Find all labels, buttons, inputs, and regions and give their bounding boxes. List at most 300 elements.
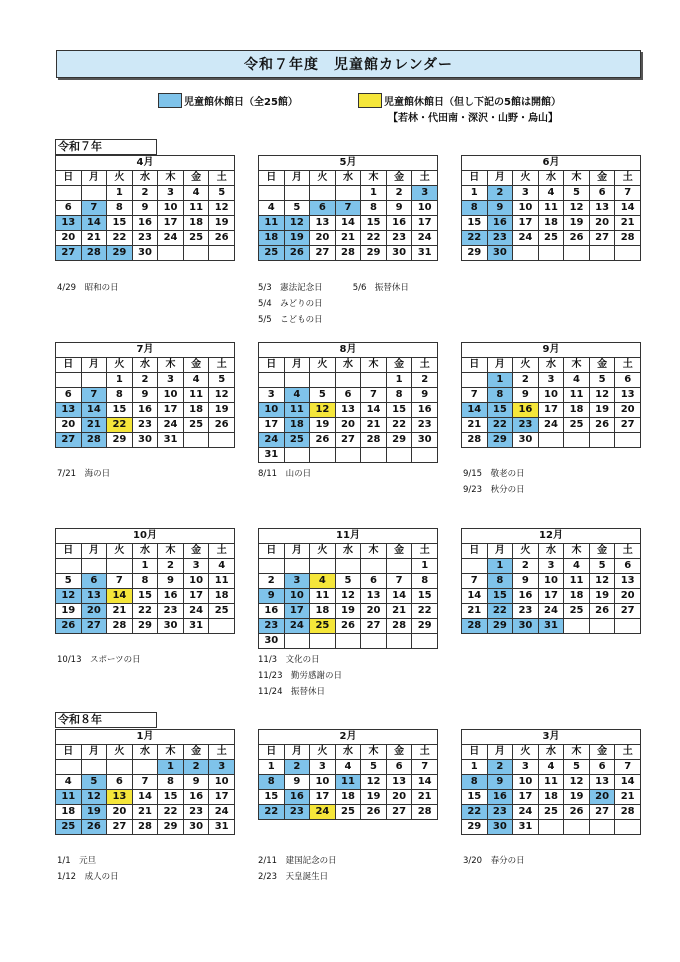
holiday-note: 9/23 秋分の日 [463,485,525,495]
day-cell: 26 [589,418,615,433]
weekday-header: 木 [564,544,590,559]
weekday-header: 月 [487,745,513,760]
day-cell: 8 [412,574,438,589]
day-cell: 3 [158,186,184,201]
day-cell [615,433,641,448]
weekday-header: 火 [107,358,133,373]
day-cell: 27 [81,619,107,634]
day-cell [183,433,209,448]
weekday-header: 月 [284,171,310,186]
day-cell [361,559,387,574]
legend-closed-partial [358,93,561,108]
day-cell: 5 [209,373,235,388]
day-cell: 4 [183,186,209,201]
day-cell: 4 [310,574,336,589]
day-cell: 21 [462,418,488,433]
week-row [462,559,641,574]
day-cell: 21 [412,790,438,805]
day-cell: 24 [513,805,539,820]
day-cell: 14 [386,589,412,604]
month-table [258,342,438,463]
day-cell: 3 [538,373,564,388]
week-row [56,216,235,231]
day-cell: 5 [361,760,387,775]
day-cell: 26 [81,820,107,835]
day-cell: 16 [513,403,539,418]
day-cell: 9 [132,388,158,403]
day-cell: 20 [56,231,82,246]
day-cell: 19 [564,790,590,805]
day-cell: 23 [487,805,513,820]
day-cell: 26 [564,231,590,246]
day-cell: 26 [589,604,615,619]
day-cell: 22 [158,805,184,820]
day-cell [56,373,82,388]
day-cell: 18 [335,790,361,805]
week-row [259,246,438,261]
day-cell: 14 [615,775,641,790]
week-row [56,559,235,574]
day-cell: 3 [513,186,539,201]
day-cell [412,634,438,649]
day-cell: 2 [487,186,513,201]
day-cell: 31 [538,619,564,634]
day-cell: 7 [412,760,438,775]
day-cell: 18 [564,589,590,604]
day-cell: 3 [538,559,564,574]
week-row [56,604,235,619]
month-name: 7月 [56,343,235,358]
week-row [259,589,438,604]
week-row [56,619,235,634]
month-name: 5月 [259,156,438,171]
week-row [56,790,235,805]
day-cell: 19 [209,216,235,231]
month-table [258,729,438,820]
day-cell: 2 [513,559,539,574]
week-row [259,418,438,433]
day-cell: 3 [259,388,285,403]
page-title: 令和７年度 児童館カレンダー [56,50,641,78]
week-row [56,418,235,433]
week-row [462,604,641,619]
day-cell: 16 [158,589,184,604]
day-cell: 30 [183,820,209,835]
weekday-header: 木 [158,544,184,559]
week-row [462,775,641,790]
day-cell: 23 [487,231,513,246]
weekday-header: 水 [538,171,564,186]
day-cell: 28 [462,619,488,634]
day-cell [107,559,133,574]
day-cell: 28 [107,619,133,634]
day-cell [335,448,361,463]
week-row [259,403,438,418]
day-cell: 25 [564,418,590,433]
day-cell [335,373,361,388]
month-table [55,528,235,634]
day-cell: 25 [335,805,361,820]
weekday-header: 火 [107,544,133,559]
month-name: 1月 [56,730,235,745]
day-cell: 15 [487,589,513,604]
day-cell: 23 [412,418,438,433]
day-cell: 26 [310,433,336,448]
day-cell: 19 [209,403,235,418]
day-cell: 6 [335,388,361,403]
day-cell: 7 [81,201,107,216]
day-cell [310,186,336,201]
week-row [56,805,235,820]
day-cell: 29 [386,433,412,448]
weekday-header: 火 [107,745,133,760]
weekday-header: 火 [513,358,539,373]
day-cell: 23 [386,231,412,246]
day-cell: 6 [56,388,82,403]
calendar-january [55,729,235,835]
day-cell: 3 [284,574,310,589]
day-cell [310,634,336,649]
day-cell: 21 [335,231,361,246]
holiday-notes-october [57,652,141,668]
day-cell: 5 [209,186,235,201]
day-cell: 10 [183,574,209,589]
day-cell: 25 [209,604,235,619]
day-cell: 1 [462,760,488,775]
weekday-header: 水 [538,358,564,373]
day-cell: 4 [259,201,285,216]
day-cell: 18 [56,805,82,820]
day-cell: 15 [158,790,184,805]
day-cell: 31 [259,448,285,463]
week-row [462,418,641,433]
day-cell: 13 [56,403,82,418]
day-cell: 10 [209,775,235,790]
day-cell: 5 [335,574,361,589]
weekday-header: 土 [412,358,438,373]
weekday-header: 木 [361,544,387,559]
month-table [461,528,641,634]
day-cell [538,820,564,835]
weekday-header: 木 [564,358,590,373]
day-cell: 17 [259,418,285,433]
weekday-header: 土 [615,544,641,559]
day-cell: 18 [259,231,285,246]
day-cell: 6 [589,186,615,201]
day-cell: 9 [183,775,209,790]
day-cell: 2 [284,760,310,775]
weekday-header: 日 [259,358,285,373]
weekday-header: 日 [56,544,82,559]
weekday-header: 金 [589,171,615,186]
day-cell [615,619,641,634]
day-cell: 10 [538,574,564,589]
day-cell [209,246,235,261]
day-cell: 27 [589,805,615,820]
week-row [259,805,438,820]
day-cell: 17 [183,589,209,604]
day-cell: 26 [284,246,310,261]
day-cell: 23 [513,418,539,433]
day-cell: 12 [81,790,107,805]
month-name: 4月 [56,156,235,171]
day-cell: 20 [56,418,82,433]
holiday-notes-november [258,652,342,700]
day-cell: 18 [284,418,310,433]
week-row [462,201,641,216]
weekday-header: 月 [81,358,107,373]
day-cell: 2 [259,574,285,589]
weekday-header: 火 [513,171,539,186]
weekday-header: 火 [513,544,539,559]
month-table [55,342,235,448]
day-cell: 17 [158,403,184,418]
day-cell [259,559,285,574]
weekday-header: 月 [284,358,310,373]
day-cell: 31 [513,820,539,835]
day-cell: 4 [56,775,82,790]
month-name: 2月 [259,730,438,745]
day-cell: 1 [462,186,488,201]
day-cell: 14 [132,790,158,805]
day-cell [158,246,184,261]
day-cell: 10 [158,201,184,216]
day-cell: 18 [183,403,209,418]
weekday-header: 月 [81,544,107,559]
weekday-header: 月 [487,171,513,186]
day-cell: 23 [132,231,158,246]
weekday-header: 火 [513,745,539,760]
weekday-header: 木 [361,358,387,373]
day-cell: 29 [158,820,184,835]
day-cell: 23 [513,604,539,619]
day-cell: 15 [386,403,412,418]
week-row [259,775,438,790]
day-cell: 27 [56,433,82,448]
day-cell: 16 [132,403,158,418]
day-cell [564,820,590,835]
day-cell: 24 [538,418,564,433]
day-cell: 20 [589,216,615,231]
week-row [259,760,438,775]
day-cell [564,619,590,634]
weekday-header: 土 [412,745,438,760]
day-cell: 25 [564,604,590,619]
day-cell: 5 [310,388,336,403]
day-cell: 1 [107,186,133,201]
day-cell: 4 [284,388,310,403]
calendar-december [461,528,641,634]
day-cell: 5 [284,201,310,216]
day-cell: 6 [107,775,133,790]
day-cell: 13 [310,216,336,231]
era-label-r7: 令和７年 [55,139,157,155]
day-cell: 7 [132,775,158,790]
day-cell [538,246,564,261]
week-row [259,433,438,448]
day-cell: 26 [335,619,361,634]
day-cell [386,448,412,463]
weekday-header: 日 [56,745,82,760]
day-cell: 16 [487,790,513,805]
calendar-august [258,342,438,463]
day-cell [564,433,590,448]
yellow-swatch [358,93,382,108]
day-cell: 13 [56,216,82,231]
day-cell: 16 [513,589,539,604]
blue-swatch [158,93,182,108]
day-cell: 4 [538,760,564,775]
day-cell: 23 [132,418,158,433]
day-cell: 2 [132,373,158,388]
day-cell: 9 [513,388,539,403]
calendar-june [461,155,641,261]
day-cell: 20 [335,418,361,433]
day-cell: 20 [615,589,641,604]
weekday-header: 日 [462,171,488,186]
holiday-note: 2/11 建国記念の日 [258,856,337,866]
week-row [462,388,641,403]
day-cell [284,634,310,649]
day-cell: 8 [158,775,184,790]
day-cell: 11 [564,574,590,589]
day-cell [564,246,590,261]
weekday-header: 木 [564,745,590,760]
weekday-header: 土 [615,171,641,186]
week-row [56,186,235,201]
day-cell: 9 [513,574,539,589]
day-cell: 30 [487,246,513,261]
week-row [462,574,641,589]
day-cell: 9 [132,201,158,216]
weekday-header: 水 [538,745,564,760]
day-cell: 4 [183,373,209,388]
holiday-note: 10/13 スポーツの日 [57,655,141,665]
day-cell: 20 [589,790,615,805]
day-cell: 27 [615,418,641,433]
day-cell: 12 [310,403,336,418]
holiday-note: 5/5 こどもの日 [258,315,323,325]
day-cell: 28 [132,820,158,835]
holiday-note: 9/15 敬老の日 [463,469,525,479]
day-cell [81,559,107,574]
month-table [461,342,641,448]
day-cell: 31 [183,619,209,634]
week-row [462,790,641,805]
day-cell: 1 [412,559,438,574]
weekday-header: 金 [589,358,615,373]
weekday-header: 土 [412,171,438,186]
day-cell: 19 [284,231,310,246]
day-cell: 28 [615,805,641,820]
day-cell: 5 [589,373,615,388]
day-cell: 2 [183,760,209,775]
month-name: 6月 [462,156,641,171]
day-cell: 28 [81,246,107,261]
day-cell [56,559,82,574]
holiday-note: 4/29 昭和の日 [57,283,119,293]
day-cell: 14 [462,403,488,418]
day-cell: 4 [335,760,361,775]
day-cell [132,760,158,775]
day-cell: 30 [513,619,539,634]
day-cell [589,820,615,835]
weekday-header: 土 [209,358,235,373]
week-row [259,186,438,201]
month-table [461,729,641,835]
day-cell: 13 [386,775,412,790]
calendar-may [258,155,438,261]
day-cell: 24 [284,619,310,634]
day-cell: 13 [107,790,133,805]
day-cell: 9 [487,775,513,790]
day-cell: 13 [615,574,641,589]
day-cell: 24 [310,805,336,820]
day-cell: 11 [56,790,82,805]
weekday-header: 月 [284,544,310,559]
day-cell: 22 [487,604,513,619]
day-cell: 1 [259,760,285,775]
day-cell: 26 [361,805,387,820]
weekday-header: 金 [386,358,412,373]
day-cell: 1 [361,186,387,201]
day-cell: 10 [513,201,539,216]
day-cell: 4 [564,559,590,574]
day-cell: 7 [107,574,133,589]
week-row [462,186,641,201]
weekday-header: 火 [310,745,336,760]
day-cell: 16 [386,216,412,231]
week-row [56,246,235,261]
day-cell: 16 [487,216,513,231]
week-row [259,619,438,634]
day-cell: 9 [386,201,412,216]
day-cell: 8 [107,201,133,216]
calendar-october [55,528,235,634]
day-cell: 27 [56,246,82,261]
day-cell: 13 [335,403,361,418]
day-cell: 18 [310,604,336,619]
weekday-header: 水 [132,358,158,373]
day-cell: 3 [513,760,539,775]
day-cell: 24 [158,418,184,433]
calendar-april [55,155,235,261]
week-row [462,589,641,604]
day-cell: 7 [615,186,641,201]
day-cell: 9 [487,201,513,216]
day-cell: 26 [56,619,82,634]
day-cell: 22 [462,231,488,246]
week-row [462,216,641,231]
day-cell: 30 [132,433,158,448]
week-row [259,634,438,649]
weekday-header: 日 [56,358,82,373]
day-cell: 14 [462,589,488,604]
day-cell [335,186,361,201]
day-cell: 22 [259,805,285,820]
day-cell: 18 [183,216,209,231]
day-cell: 22 [462,805,488,820]
week-row [462,373,641,388]
weekday-header: 金 [386,171,412,186]
weekday-header: 金 [589,745,615,760]
day-cell: 7 [462,574,488,589]
day-cell [615,820,641,835]
month-table [55,729,235,835]
weekday-header: 木 [158,171,184,186]
day-cell: 21 [81,418,107,433]
day-cell: 12 [589,388,615,403]
